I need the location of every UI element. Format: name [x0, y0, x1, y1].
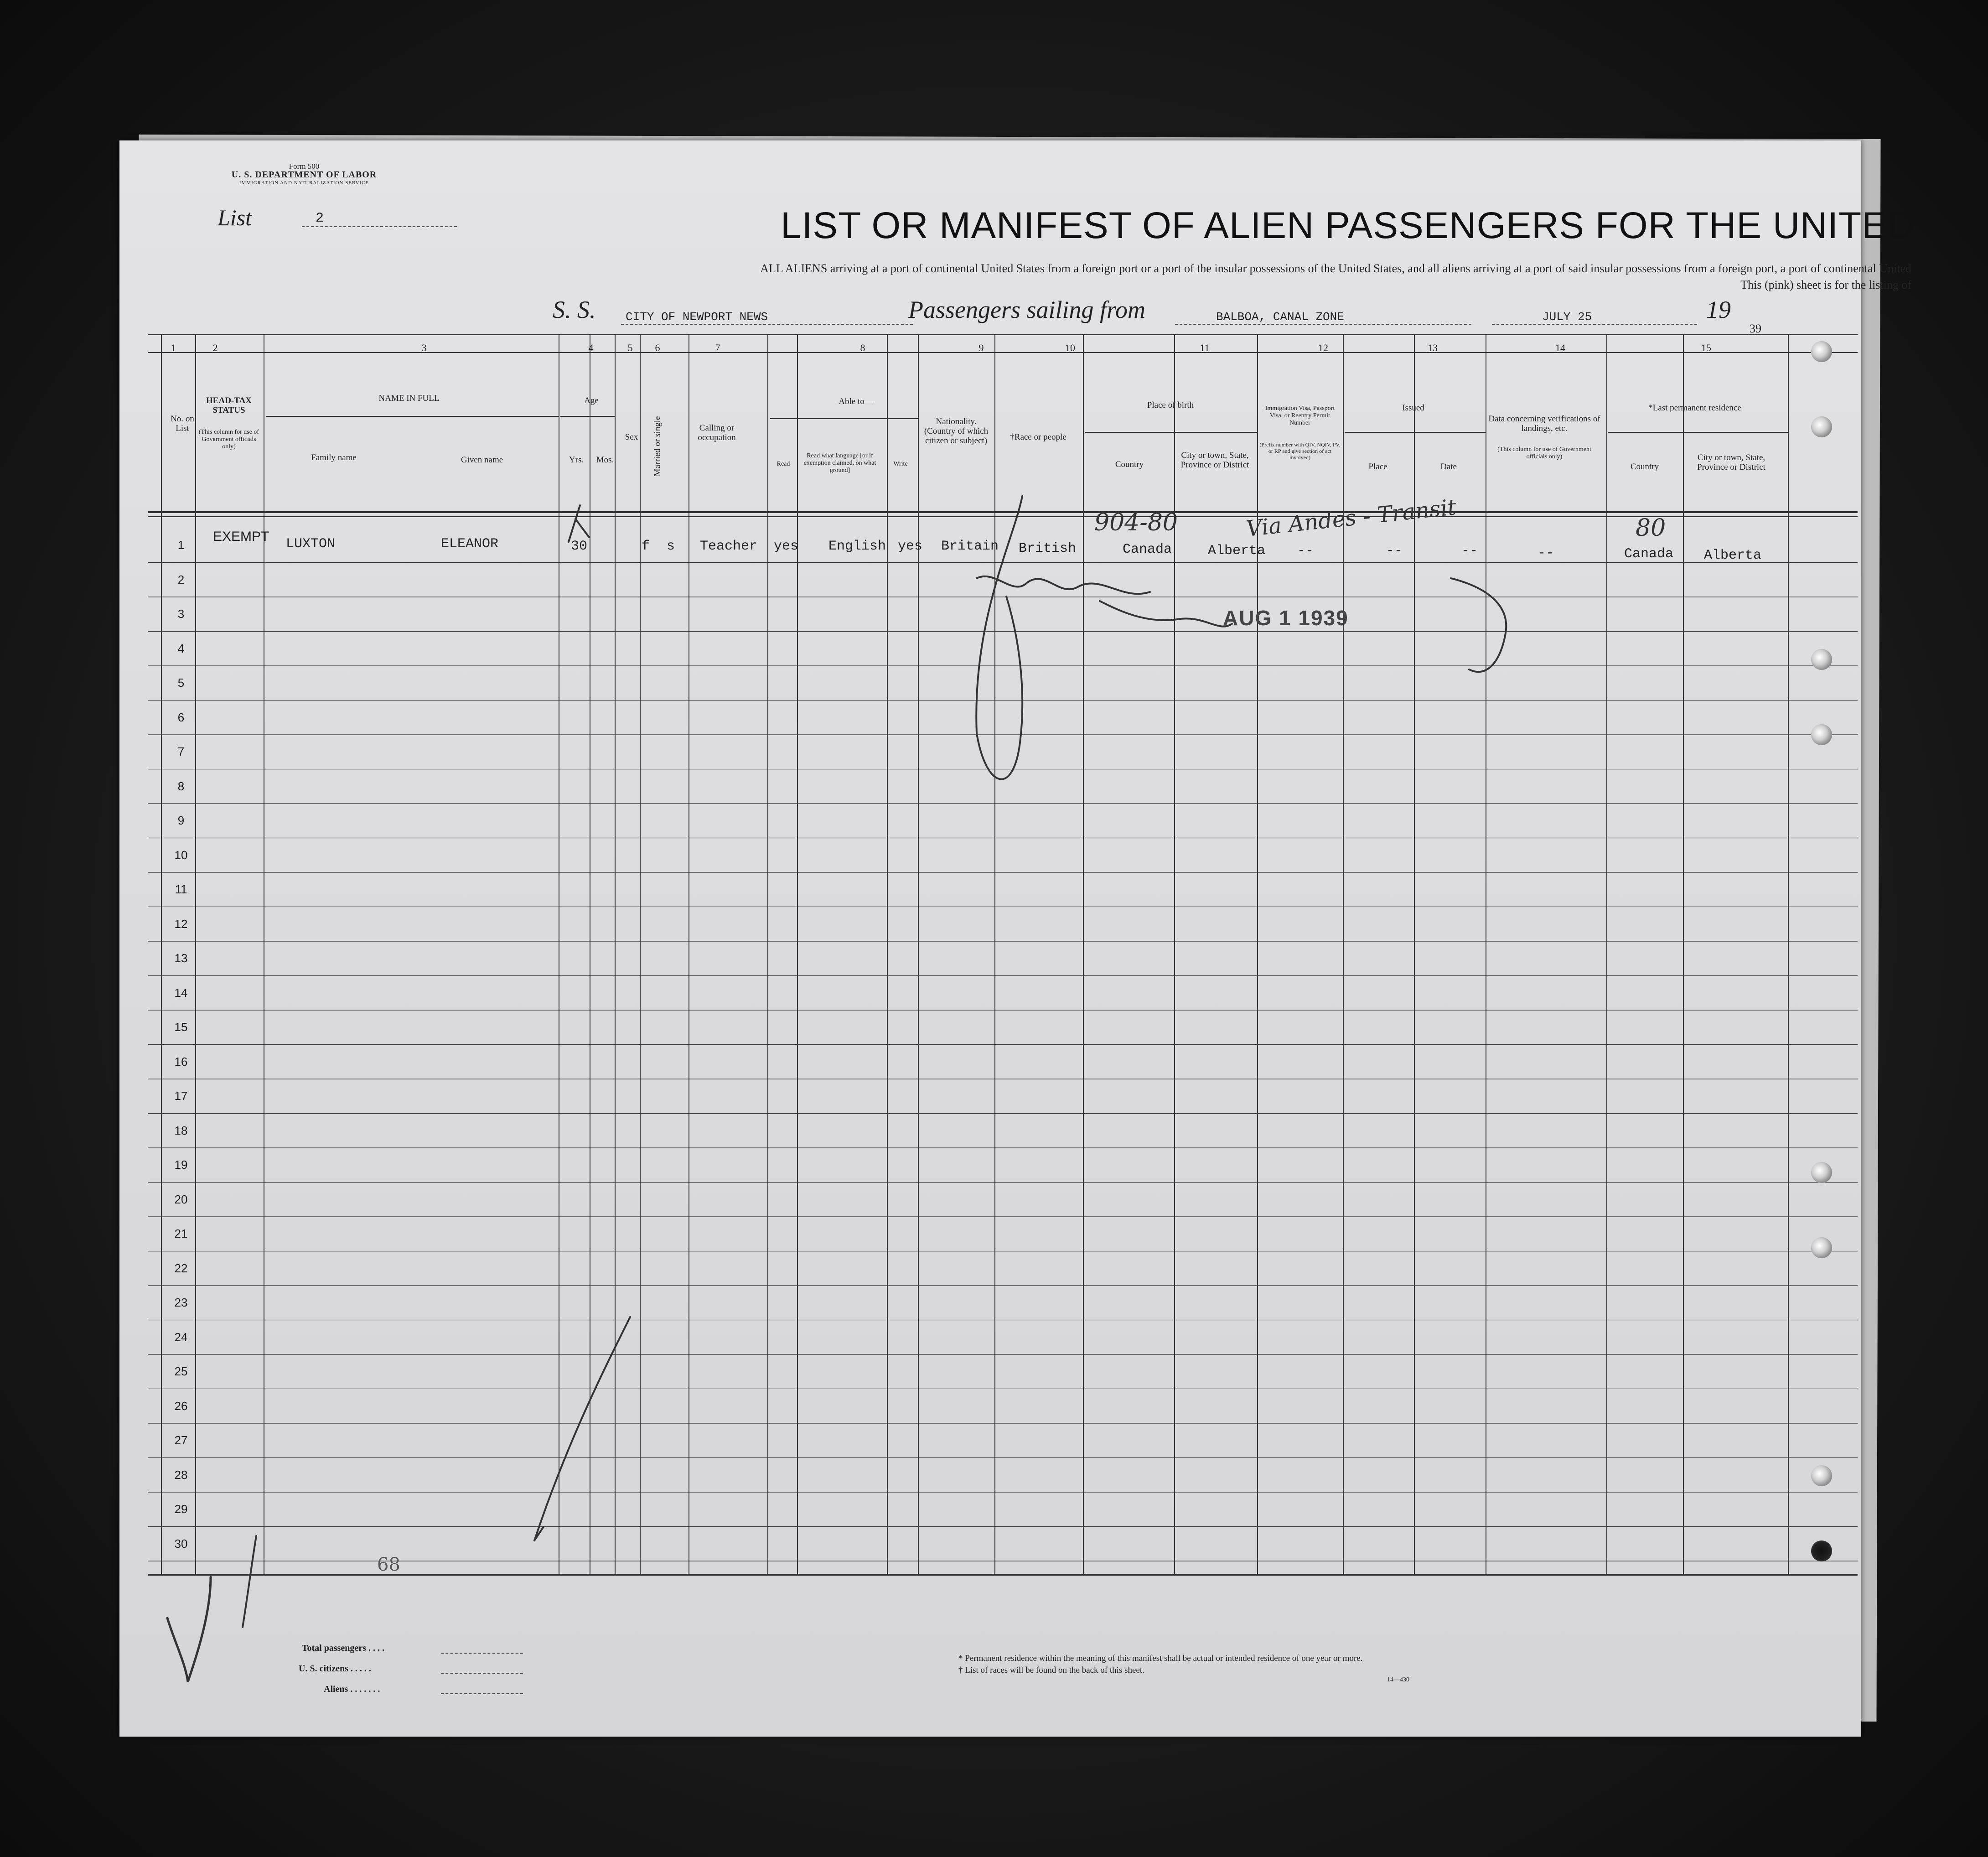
- signature-loop: [976, 496, 1022, 779]
- col-number-9: 9: [978, 342, 984, 353]
- row-number: 12: [174, 917, 188, 931]
- row-number: 2: [177, 572, 185, 586]
- handwritten-residence-code: 80: [1636, 514, 1666, 542]
- cell-birth-city: Alberta: [1208, 543, 1266, 559]
- header-issued-date: Date: [1440, 462, 1457, 472]
- ship-name: CITY OF NEWPORT NEWS: [621, 310, 913, 325]
- row-number: 16: [174, 1054, 188, 1069]
- footer-line-aliens: [441, 1693, 523, 1694]
- sailing-date: JULY 25: [1492, 310, 1697, 325]
- row-number: 3: [177, 607, 185, 621]
- row-number: 9: [177, 814, 185, 827]
- binder-hole: [1811, 1237, 1832, 1258]
- header-landing-note: (This column for use of Government officials only): [1497, 446, 1591, 460]
- handwriting-strokes: [119, 140, 1915, 1737]
- header-res-city: City or town, State, Province or District: [1697, 453, 1765, 472]
- header-nationality: Nationality. (Country of which citizen or subject): [924, 417, 989, 446]
- row-number: 22: [174, 1261, 188, 1275]
- row-number: 4: [177, 641, 185, 655]
- header-write: Write: [893, 461, 908, 467]
- row-number: 23: [174, 1296, 188, 1309]
- cell-sex: f: [642, 539, 650, 554]
- row-number: 18: [174, 1123, 188, 1137]
- footer-line-total: [441, 1653, 523, 1654]
- cell-language: English: [828, 539, 886, 554]
- row-number: 29: [174, 1502, 188, 1516]
- col-number-7: 7: [715, 342, 720, 353]
- header-age-months: Mos.: [596, 455, 614, 465]
- row-number: 28: [174, 1468, 188, 1482]
- cell-given-name: ELEANOR: [441, 536, 499, 552]
- col-number-6: 6: [655, 342, 660, 353]
- row-number: 8: [177, 779, 185, 793]
- cell-landing: --: [1538, 545, 1554, 561]
- cell-birth-country: Canada: [1123, 542, 1172, 557]
- row-number: 25: [174, 1364, 188, 1378]
- row-number: 30: [174, 1536, 188, 1551]
- binder-hole: [1811, 724, 1832, 745]
- list-label: List: [217, 205, 252, 230]
- signature-line-2: [1100, 601, 1232, 627]
- header-married-single: Married or single: [652, 416, 663, 477]
- header-birth-country: Country: [1115, 460, 1144, 469]
- cell-res-city: Alberta: [1704, 548, 1762, 563]
- row-number: 13: [174, 951, 188, 965]
- list-number: 2: [302, 211, 457, 227]
- col-number-12: 12: [1318, 342, 1328, 353]
- header-name-in-full: NAME IN FULL: [378, 394, 440, 403]
- binder-hole: [1811, 1162, 1832, 1183]
- row-number: 6: [177, 710, 185, 724]
- header-read-language: Read what language [or if exemption claimed, on what ground]: [803, 452, 876, 474]
- sailing-label: Passengers sailing from: [908, 296, 1146, 323]
- cell-issued-place: --: [1386, 543, 1403, 559]
- header-head-tax-note: (This column for use of Government officials only): [198, 429, 259, 450]
- cell-res-country: Canada: [1624, 546, 1674, 562]
- row-number: 5: [177, 676, 185, 690]
- cell-head-tax: EXEMPT: [213, 529, 269, 544]
- footer-total-passengers: Total passengers . . . .: [302, 1643, 384, 1653]
- col-number-1: 1: [171, 342, 176, 353]
- col-number-10: 10: [1065, 342, 1075, 353]
- row-number: 21: [174, 1227, 188, 1240]
- handwritten-race-code: 904-80: [1094, 509, 1178, 536]
- year-suffix: 39: [1750, 322, 1761, 335]
- cell-nationality: Britain: [941, 539, 999, 554]
- header-age: Age: [584, 396, 599, 405]
- row-number: 17: [174, 1089, 188, 1103]
- bottom-number: 68: [377, 1554, 400, 1575]
- header-family-name: Family name: [311, 453, 357, 462]
- footnote-races: † List of races will be found on the back of this sheet.: [958, 1665, 1144, 1675]
- header-race: †Race or people: [1010, 432, 1066, 442]
- signature-flourish: [1451, 578, 1506, 672]
- sailing-from: BALBOA, CANAL ZONE: [1175, 310, 1471, 325]
- footer-form-code: 14—430: [1387, 1676, 1409, 1683]
- row-number: 7: [177, 745, 185, 758]
- col-number-4: 4: [588, 342, 594, 353]
- header-sex: Sex: [625, 432, 638, 442]
- col-number-3: 3: [421, 342, 427, 353]
- age-check-mark: [569, 505, 589, 542]
- footnote-residence: * Permanent residence within the meaning of this manifest shall be actual or intended residence of one year or more.: [958, 1654, 1363, 1663]
- row-number: 10: [174, 848, 188, 862]
- row-number: 11: [175, 882, 187, 896]
- signature-line-1: [977, 576, 1150, 594]
- header-place-of-birth: Place of birth: [1147, 400, 1194, 410]
- date-stamp: AUG 1 1939: [1223, 606, 1349, 630]
- footer-aliens: Aliens . . . . . . .: [324, 1684, 380, 1694]
- col-number-5: 5: [627, 342, 633, 353]
- instructions-line-1: ALL ALIENS arriving at a port of continental United States from a foreign port or a port of the insular possessions of the United States, and all aliens arriving at a port of said insular possessions from a foreign port, a port of continental United: [760, 262, 1911, 275]
- header-visa-note: (Prefix number with QIV, NQIV, PV, or RP and give section of act involved): [1259, 441, 1341, 461]
- footer-line-citizens: [441, 1673, 523, 1674]
- binder-hole: [1811, 649, 1832, 670]
- row-number: 24: [174, 1330, 188, 1344]
- binder-hole: [1811, 1541, 1832, 1561]
- header-visa: Immigration Visa, Passport Visa, or Reentry Permit Number: [1265, 405, 1335, 426]
- header-given-name: Given name: [461, 455, 503, 465]
- header-read: Read: [777, 461, 790, 467]
- col-number-13: 13: [1428, 342, 1438, 353]
- row-number: 19: [174, 1158, 188, 1172]
- header-issued-place: Place: [1368, 462, 1387, 472]
- header-occupation: Calling or occupation: [698, 423, 736, 442]
- header-age-years: Yrs.: [569, 455, 584, 465]
- cell-age-years: 30: [571, 539, 588, 554]
- form-number: Form 500: [289, 162, 320, 171]
- col-number-14: 14: [1555, 342, 1565, 353]
- margin-check-mark: [167, 1577, 211, 1682]
- service-name: IMMIGRATION AND NATURALIZATION SERVICE: [239, 180, 369, 186]
- row-number: 1: [177, 538, 185, 552]
- instructions-line-2: This (pink) sheet is for the listing of: [1740, 278, 1911, 291]
- cell-occupation: Teacher: [700, 539, 758, 554]
- row-number: 26: [174, 1399, 188, 1413]
- col-number-11: 11: [1200, 342, 1210, 353]
- header-res-country: Country: [1630, 462, 1659, 472]
- row-number: 15: [174, 1020, 188, 1034]
- department-name: U. S. DEPARTMENT OF LABOR: [231, 170, 377, 180]
- manifest-sheet: [119, 140, 1915, 1737]
- row-number: 20: [174, 1192, 188, 1206]
- cell-read: yes: [774, 539, 799, 554]
- binder-hole: [1811, 1465, 1832, 1486]
- cell-write: yes: [898, 539, 923, 554]
- row-number: 14: [174, 986, 188, 1000]
- handwritten-visa-note: Via Andes - Transit: [1245, 494, 1458, 542]
- header-able-to: Able to—: [839, 397, 873, 406]
- header-head-tax: HEAD-TAX STATUS: [206, 396, 252, 415]
- page-title: LIST OR MANIFEST OF ALIEN PASSENGERS FOR THE UNITED: [781, 205, 1915, 246]
- footer-us-citizens: U. S. citizens . . . . .: [299, 1664, 371, 1674]
- binder-hole: [1811, 341, 1832, 362]
- cell-race: British: [1019, 541, 1077, 556]
- row-number: 27: [174, 1433, 188, 1447]
- col-number-15: 15: [1701, 342, 1711, 353]
- cell-visa: --: [1297, 543, 1314, 559]
- header-birth-city: City or town, State, Province or District: [1180, 451, 1249, 470]
- diagonal-strike: [534, 1317, 630, 1541]
- cell-family-name: LUXTON: [286, 536, 336, 552]
- cell-marital: s: [667, 539, 675, 554]
- header-landing-data: Data concerning verifications of landings, etc.: [1488, 414, 1600, 433]
- header-issued: Issued: [1402, 403, 1424, 413]
- margin-stroke: [243, 1536, 256, 1627]
- col-number-2: 2: [212, 342, 218, 353]
- header-last-residence: *Last permanent residence: [1648, 403, 1741, 413]
- cell-issued-date: --: [1461, 543, 1478, 559]
- col-number-8: 8: [860, 342, 865, 353]
- binder-hole: [1811, 416, 1832, 437]
- year-prefix: 19: [1706, 296, 1731, 323]
- header-no-on-list: No. on List: [171, 414, 194, 433]
- ss-label: S. S.: [553, 296, 596, 323]
